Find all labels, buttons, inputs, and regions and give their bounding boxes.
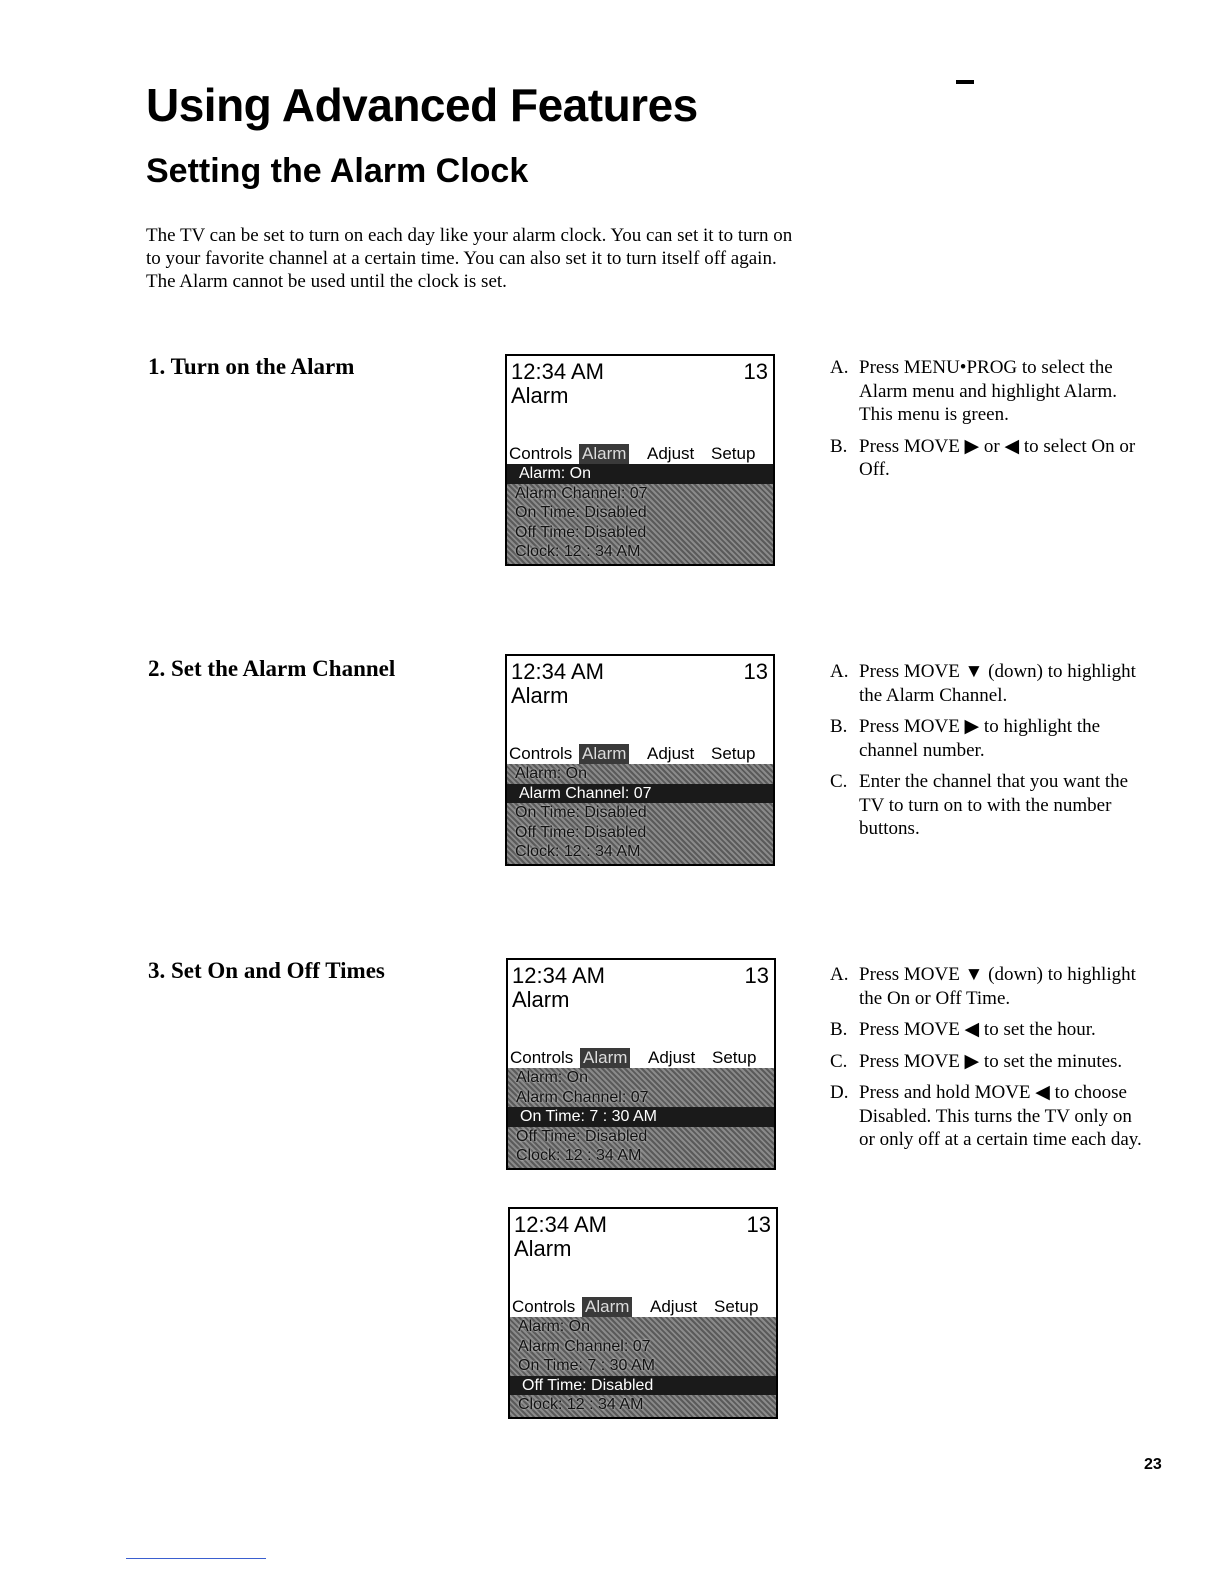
menu-tabs — [507, 742, 773, 764]
tv-screen-off-time — [508, 1207, 778, 1419]
instruction-item — [830, 1081, 1150, 1152]
menu-title: Alarm — [512, 987, 570, 1012]
instruction-item — [830, 963, 1150, 1010]
instruction-item — [830, 356, 1150, 427]
menu-item[interactable]: Alarm Channel: 07 — [507, 784, 773, 804]
menu-item[interactable]: Off Time: Disabled — [515, 523, 647, 541]
menu-item[interactable]: On Time: Disabled — [515, 504, 647, 521]
instruction-text: Press MOVE ▶ to set the minutes. — [859, 1050, 1123, 1072]
instruction-item — [830, 770, 1150, 841]
menu-item[interactable]: Alarm Channel: 07 — [515, 484, 648, 502]
menu-title: Alarm — [511, 683, 569, 708]
menu-item[interactable]: Clock: 12 : 34 AM — [516, 1147, 642, 1164]
instruction-letter: B. — [830, 435, 848, 457]
menu-item[interactable]: Alarm: On — [516, 1069, 589, 1086]
menu-item[interactable]: Off Time: Disabled — [515, 823, 647, 841]
section-heading: Setting the Alarm Clock — [146, 152, 529, 190]
instruction-text: Press and hold MOVE ◀ to choose Disabled. This turns the TV only on or only off at a certain time each day. — [859, 1082, 1142, 1150]
alarm-menu-list — [508, 1068, 774, 1168]
instruction-letter: C. — [830, 1050, 848, 1072]
menu-item[interactable]: Off Time: Disabled — [510, 1376, 776, 1396]
channel-number: 13 — [746, 1212, 771, 1237]
tab-setup[interactable]: Setup — [714, 1297, 759, 1316]
menu-item[interactable]: On Time: 7 : 30 AM — [518, 1357, 655, 1374]
instruction-letter: A. — [830, 357, 849, 378]
tab-controls[interactable]: Controls — [509, 744, 573, 763]
tab-controls[interactable]: Controls — [512, 1297, 576, 1316]
menu-tabs — [510, 1295, 776, 1317]
tv-screen-on-time — [506, 958, 776, 1170]
menu-item[interactable]: Alarm Channel: 07 — [518, 1337, 651, 1355]
menu-item[interactable]: On Time: 7 : 30 AM — [508, 1107, 774, 1127]
step-2-title: 2. Set the Alarm Channel — [148, 656, 396, 681]
alarm-menu-list — [507, 764, 773, 864]
tab-setup[interactable]: Setup — [712, 1048, 757, 1067]
step-1-instructions — [830, 356, 1150, 490]
instruction-item — [830, 435, 1150, 482]
corner-mark — [956, 80, 974, 84]
tab-adjust[interactable]: Adjust — [647, 744, 695, 763]
channel-number: 13 — [744, 963, 769, 988]
menu-item[interactable]: Alarm Channel: 07 — [516, 1088, 649, 1106]
instruction-letter: A. — [830, 661, 849, 682]
instruction-text: Press MOVE ▼ (down) to highlight the Alarm Channel. — [859, 661, 1136, 706]
instruction-letter: D. — [830, 1082, 849, 1103]
instruction-text: Press MENU•PROG to select the Alarm menu and highlight Alarm. This menu is green. — [859, 357, 1118, 425]
clock-time: 12:34 AM — [511, 359, 604, 384]
menu-item[interactable]: Alarm: On — [518, 1318, 591, 1335]
tab-adjust[interactable]: Adjust — [647, 444, 695, 463]
clock-time: 12:34 AM — [512, 963, 605, 988]
menu-item[interactable]: Clock: 12 : 34 AM — [515, 543, 641, 560]
tab-alarm[interactable]: Alarm — [579, 444, 629, 464]
alarm-menu-list — [507, 464, 773, 564]
alarm-menu-list — [510, 1317, 776, 1417]
channel-number: 13 — [743, 659, 768, 684]
tab-controls[interactable]: Controls — [510, 1048, 574, 1067]
step-1-title: 1. Turn on the Alarm — [148, 354, 355, 379]
menu-title: Alarm — [511, 383, 569, 408]
instruction-text: Press MOVE ▼ (down) to highlight the On or Off Time. — [859, 964, 1136, 1009]
intro-paragraph: The TV can be set to turn on each day like your alarm clock. You can set it to turn on to your favorite channel at a certain time. You can also set it to turn itself off again. The Alarm cannot be used until the clock is set. — [146, 225, 793, 292]
menu-tabs — [508, 1046, 774, 1068]
instruction-item — [830, 660, 1150, 707]
tab-alarm[interactable]: Alarm — [580, 1048, 630, 1068]
clock-time: 12:34 AM — [511, 659, 604, 684]
footer-line — [126, 1558, 266, 1559]
page-heading: Using Advanced Features — [146, 79, 698, 131]
instruction-letter: C. — [830, 771, 848, 792]
menu-tabs — [507, 442, 773, 464]
tab-adjust[interactable]: Adjust — [648, 1048, 696, 1067]
menu-item[interactable]: On Time: Disabled — [515, 804, 647, 821]
menu-item[interactable]: Off Time: Disabled — [516, 1127, 648, 1145]
tab-alarm[interactable]: Alarm — [579, 744, 629, 764]
instruction-letter: B. — [830, 716, 848, 737]
tab-setup[interactable]: Setup — [711, 444, 756, 463]
tab-setup[interactable]: Setup — [711, 744, 756, 763]
instruction-item — [830, 715, 1150, 762]
tab-controls[interactable]: Controls — [509, 444, 573, 463]
step-2-instructions — [830, 660, 1150, 849]
channel-number: 13 — [743, 359, 768, 384]
instruction-item — [830, 1018, 1150, 1042]
instruction-text: Press MOVE ▶ to highlight the channel number. — [859, 716, 1101, 761]
menu-item[interactable]: Clock: 12 : 34 AM — [515, 843, 641, 860]
tv-screen-alarm-on — [505, 354, 775, 566]
instruction-text: Press MOVE ▶ or ◀ to select On or Off. — [859, 435, 1136, 480]
step-3-title: 3. Set On and Off Times — [148, 958, 385, 983]
page-number: 23 — [1144, 1456, 1162, 1473]
tab-alarm[interactable]: Alarm — [582, 1297, 632, 1317]
menu-item[interactable]: Alarm: On — [515, 765, 588, 782]
step-3-instructions — [830, 963, 1150, 1160]
menu-title: Alarm — [514, 1236, 572, 1261]
menu-item[interactable]: Clock: 12 : 34 AM — [518, 1396, 644, 1413]
clock-time: 12:34 AM — [514, 1212, 607, 1237]
instruction-text: Enter the channel that you want the TV to turn on to with the number buttons. — [859, 771, 1129, 839]
instruction-letter: B. — [830, 1019, 848, 1040]
tab-adjust[interactable]: Adjust — [650, 1297, 698, 1316]
instruction-item — [830, 1050, 1150, 1074]
instruction-text: Press MOVE ◀ to set the hour. — [859, 1019, 1096, 1040]
instruction-letter: A. — [830, 964, 849, 985]
tv-screen-alarm-channel — [505, 654, 775, 866]
menu-item[interactable]: Alarm: On — [507, 464, 773, 484]
